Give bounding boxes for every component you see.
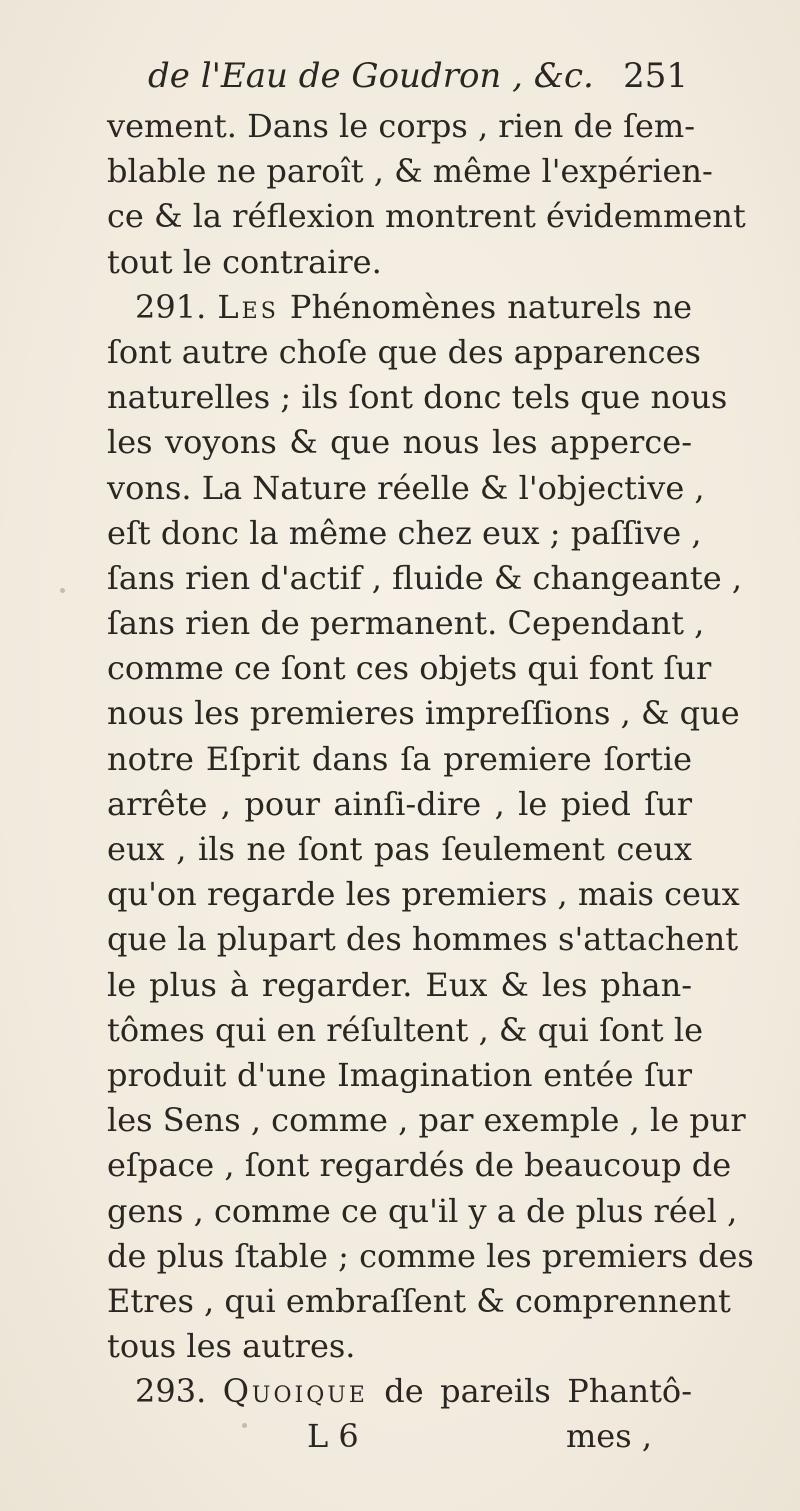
paragraph-293-first-line	[107, 1369, 692, 1414]
paragraph-lead-word: Les	[217, 287, 279, 326]
catchword: mes ,	[565, 1417, 652, 1456]
text-line: comme ce ſont ces objets qui font ſur	[107, 649, 712, 688]
text-line: tous les autres.	[107, 1327, 356, 1366]
text-line: le plus à regarder. Eux & les phan-	[107, 965, 692, 1004]
text-line: arrête , pour ainſi-dire , le pied ſur	[107, 784, 692, 823]
text-line: gens , comme ce qu'il y a de plus réel ,	[107, 1191, 738, 1230]
running-title: de l'Eau de Goudron , &c.	[148, 56, 594, 96]
text-line: qu'on regarde les premiers , mais ceux	[107, 875, 740, 914]
paragraph-number: 293.	[135, 1372, 207, 1411]
text-line: les Sens , comme , par exemple , le pur	[107, 1101, 746, 1140]
text-line: vons. La Nature réelle & l'objective ,	[107, 468, 705, 507]
text-line: produit d'une Imagination entée ſur	[107, 1055, 692, 1094]
signature-mark: L 6	[307, 1417, 359, 1456]
text-line: eux , ils ne ſont pas ſeulement ceux	[107, 830, 692, 868]
paragraph-291-first-line	[107, 285, 692, 330]
ink-speck	[242, 1423, 247, 1428]
text-line: eſt donc la même chez eux ; paſſive ,	[107, 513, 702, 552]
text-line: tômes qui en réſultent , & qui ſont le	[107, 1010, 703, 1049]
text-line: les voyons & que nous les apperce-	[107, 423, 692, 462]
ink-speck	[60, 588, 65, 593]
text-line: eſpace , ſont regardés de beaucoup de	[107, 1146, 732, 1185]
text-line-content: de pareils Phantô-	[384, 1372, 693, 1411]
text-line: que la plupart des hommes s'attachent	[107, 920, 739, 959]
page-number: 251	[623, 56, 688, 96]
text-line: ſont autre choſe que des apparences	[107, 332, 701, 371]
page-footer	[107, 1414, 692, 1459]
text-line: Etres , qui embraſſent & comprennent	[107, 1281, 731, 1320]
text-line: ſans rien de permanent. Cependant ,	[107, 604, 705, 643]
body-text	[107, 104, 754, 1460]
paragraph-lead-word: Quoique	[222, 1372, 368, 1411]
text-line: vement. Dans le corps , rien de ſem-	[107, 107, 696, 145]
text-line: blable ne paroît , & même l'expérien-	[107, 152, 713, 191]
text-line: naturelles ; ils ſont donc tels que nous	[107, 378, 728, 417]
text-line: de plus ſtable ; comme les premiers des	[107, 1236, 754, 1275]
text-line: tout le contraire.	[107, 242, 382, 281]
text-line-content: Phénomènes naturels ne	[289, 287, 692, 326]
page-header	[148, 52, 688, 100]
text-line: notre Eſprit dans ſa premiere ſortie	[107, 739, 692, 778]
text-line: ce & la réflexion montrent évidemment	[107, 197, 746, 236]
text-line: nous les premieres impreſſions , & que	[107, 694, 740, 733]
paragraph-number: 291.	[135, 287, 207, 326]
text-line: ſans rien d'actif , fluide & changeante ,	[107, 558, 743, 597]
